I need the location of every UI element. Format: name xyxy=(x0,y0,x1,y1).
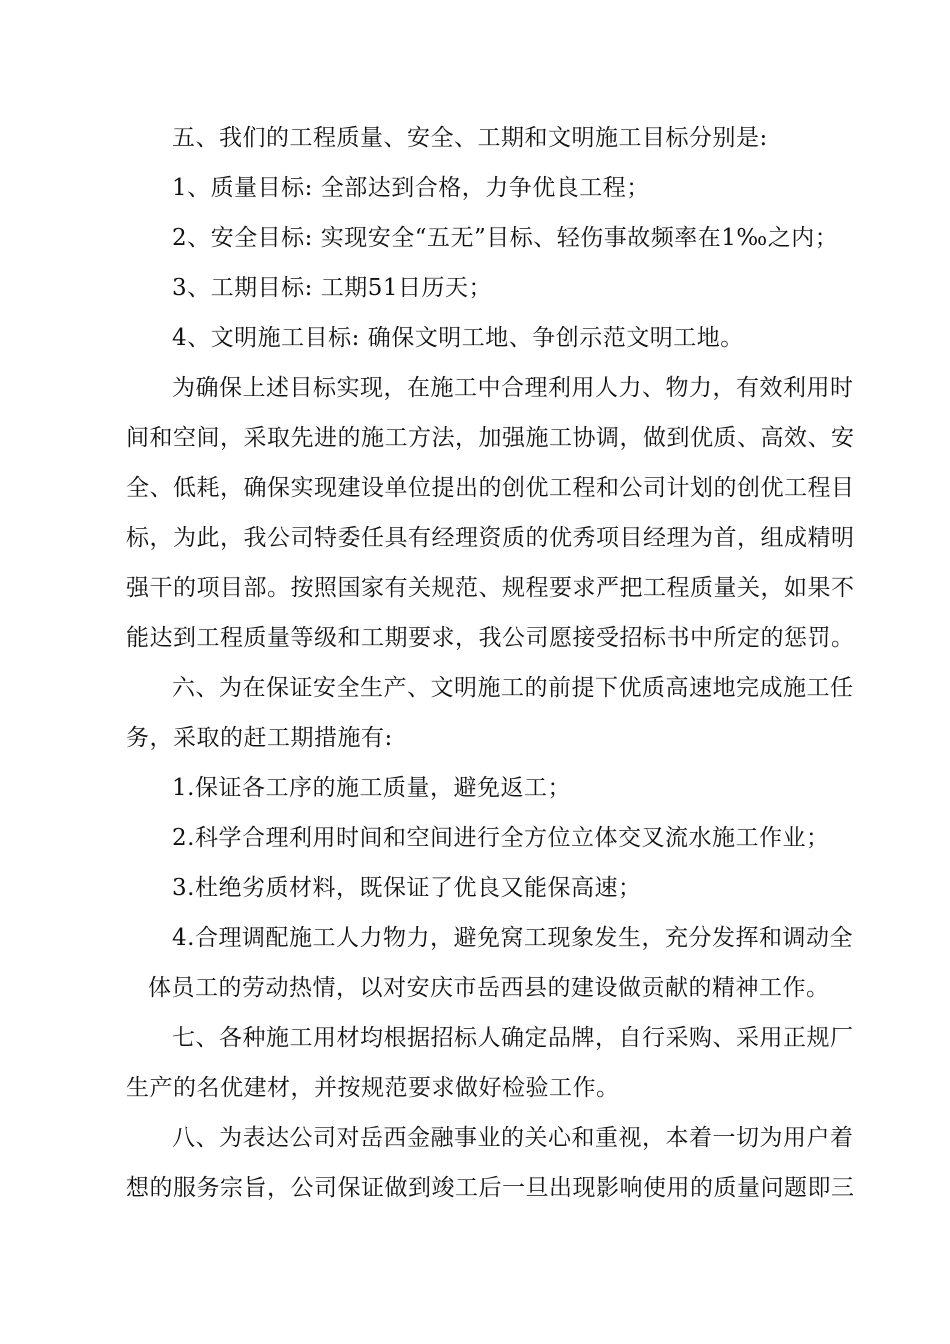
goal-paragraph-line: 间和空间，采取先进的施工方法，加强施工协调，做到优质、高效、安 xyxy=(126,425,855,451)
measure-item: 1.保证各工序的施工质量，避免返工； xyxy=(172,775,571,801)
measure-item: 4.合理调配施工人力物力，避免窝工现象发生，充分发挥和调动全 xyxy=(172,925,853,951)
measure-item: 2.科学合理利用时间和空间进行全方位立体交叉流水施工作业； xyxy=(172,825,830,851)
section-6-line: 务，采取的赶工期措施有: xyxy=(126,725,393,751)
quality-goal: 1、质量目标: 全部达到合格，力争优良工程； xyxy=(172,175,650,201)
section-7-line: 生产的名优建材，并按规范要求做好检验工作。 xyxy=(126,1075,620,1101)
goal-paragraph-line: 强干的项目部。按照国家有关规范、规程要求严把工程质量关，如果不 xyxy=(126,575,855,601)
civilized-construction-goal: 4、文明施工目标: 确保文明工地、争创示范文明工地。 xyxy=(172,325,744,351)
schedule-goal: 3、工期目标: 工期51日历天； xyxy=(172,275,492,301)
goal-paragraph-line: 能达到工程质量等级和工期要求，我公司愿接受招标书中所定的惩罚。 xyxy=(126,625,855,651)
section-5-heading: 五、我们的工程质量、安全、工期和文明施工目标分别是: xyxy=(172,125,768,151)
section-8-line: 想的服务宗旨，公司保证做到竣工后一旦出现影响使用的质量问题即三 xyxy=(126,1175,855,1201)
safety-goal: 2、安全目标: 实现安全“五无”目标、轻伤事故频率在1‰之内； xyxy=(172,225,839,251)
goal-paragraph-line: 全、低耗，确保实现建设单位提出的创优工程和公司计划的创优工程目 xyxy=(126,475,855,501)
section-7-line: 七、各种施工用材均根据招标人确定品牌，自行采购、采用正规厂 xyxy=(172,1025,854,1051)
section-8-line: 八、为表达公司对岳西金融事业的关心和重视，本着一切为用户着 xyxy=(172,1125,854,1151)
measure-item: 3.杜绝劣质材料，既保证了优良又能保高速； xyxy=(172,875,642,901)
section-6-line: 六、为在保证安全生产、文明施工的前提下优质高速地完成施工任 xyxy=(172,675,854,701)
measure-item-continuation: 体员工的劳动热情，以对安庆市岳西县的建设做贡献的精神工作。 xyxy=(148,975,830,1001)
goal-paragraph-line: 标，为此，我公司特委任具有经理资质的优秀项目经理为首，组成精明 xyxy=(126,525,855,551)
goal-paragraph-line: 为确保上述目标实现，在施工中合理利用人力、物力，有效利用时 xyxy=(172,375,854,401)
